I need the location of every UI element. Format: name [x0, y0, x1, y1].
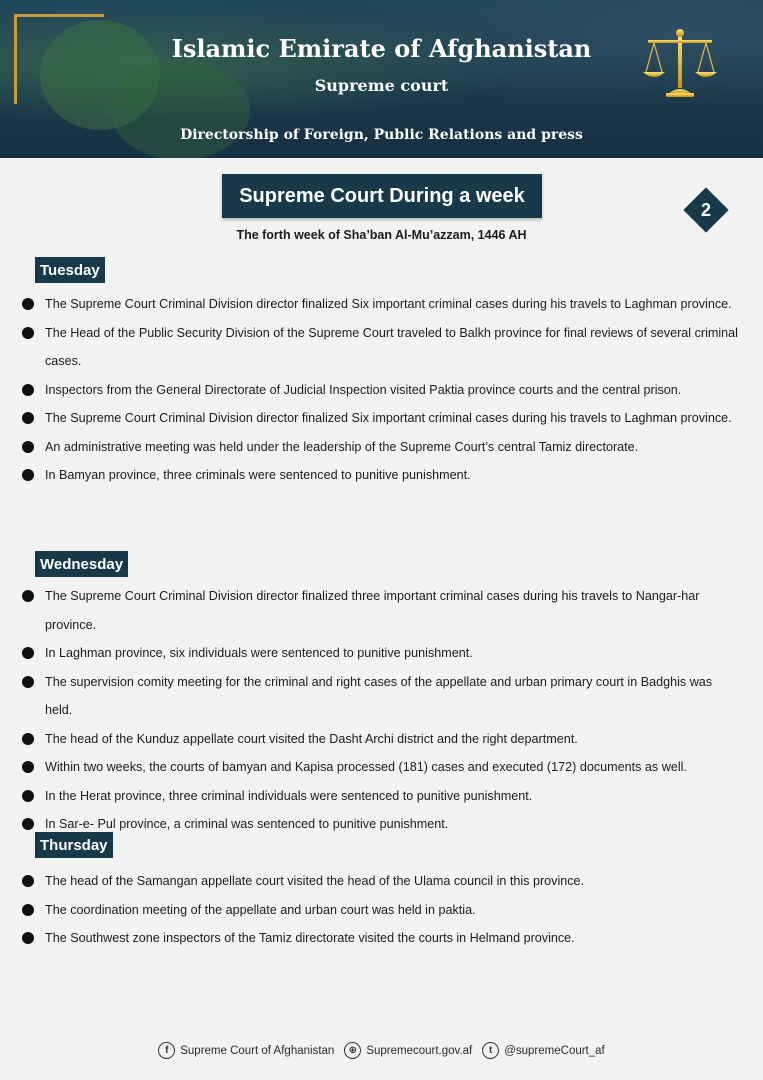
- bullet-icon: [22, 790, 34, 802]
- list-item: An administrative meeting was held under the leadership of the Supreme Court’s central Tamiz directorate.: [22, 433, 740, 462]
- tuesday-list: [22, 290, 740, 490]
- wednesday-list: [22, 582, 740, 839]
- twitter-label: @supremeCourt_af: [504, 1044, 605, 1057]
- globe-icon: ⊕: [344, 1042, 361, 1059]
- page-title-banner: Supreme Court During a week: [222, 174, 542, 218]
- footer-twitter[interactable]: [482, 1042, 605, 1059]
- header-title: Islamic Emirate of Afghanistan: [171, 34, 592, 63]
- list-item: In Laghman province, six individuals were sentenced to punitive punishment.: [22, 639, 740, 668]
- bullet-icon: [22, 327, 34, 339]
- bullet-icon: [22, 469, 34, 481]
- week-subtitle: The forth week of Sha’ban Al-Mu’azzam, 1446 AH: [236, 228, 527, 242]
- list-item: The head of the Kunduz appellate court visited the Dasht Archi district and the right department.: [22, 725, 740, 754]
- facebook-icon: f: [158, 1042, 175, 1059]
- bullet-icon: [22, 761, 34, 773]
- background-tree: [110, 60, 250, 158]
- header-subtitle: Supreme court: [314, 76, 449, 95]
- bullet-icon: [22, 384, 34, 396]
- list-item: The coordination meeting of the appellate and urban court was held in paktia.: [22, 896, 740, 925]
- bullet-icon: [22, 647, 34, 659]
- website-label: Supremecourt.gov.af: [366, 1044, 473, 1057]
- header-department: Directorship of Foreign, Public Relations and press: [180, 127, 583, 143]
- twitter-icon: t: [482, 1042, 499, 1059]
- list-item: The supervision comity meeting for the criminal and right cases of the appellate and urban primary court in Badghis was held.: [22, 668, 740, 725]
- bullet-icon: [22, 818, 34, 830]
- list-item: The Head of the Public Security Division of the Supreme Court traveled to Balkh province for final reviews of several criminal cases.: [22, 319, 740, 376]
- bullet-icon: [22, 932, 34, 944]
- thursday-list: [22, 867, 740, 953]
- footer: [0, 1042, 763, 1059]
- day-label-thursday: Thursday: [35, 832, 113, 858]
- bullet-icon: [22, 441, 34, 453]
- list-item: The Supreme Court Criminal Division director finalized three important criminal cases during his travels to Nangar-har province.: [22, 582, 740, 639]
- facebook-label: Supreme Court of Afghanistan: [180, 1044, 335, 1057]
- bullet-icon: [22, 298, 34, 310]
- scales-of-justice-icon: [640, 28, 720, 100]
- list-item: In the Herat province, three criminal individuals were sentenced to punitive punishment.: [22, 782, 740, 811]
- page-number: 2: [700, 199, 711, 220]
- bullet-icon: [22, 875, 34, 887]
- day-label-wednesday: Wednesday: [35, 551, 128, 577]
- header-banner: [0, 0, 763, 158]
- list-item: Within two weeks, the courts of bamyan and Kapisa processed (181) cases and executed (172) documents as well.: [22, 753, 740, 782]
- day-label-tuesday: Tuesday: [35, 257, 105, 283]
- bullet-icon: [22, 590, 34, 602]
- list-item: The head of the Samangan appellate court visited the head of the Ulama council in this province.: [22, 867, 740, 896]
- list-item: The Supreme Court Criminal Division director finalized Six important criminal cases during his travels to Laghman province.: [22, 404, 740, 433]
- list-item: The Southwest zone inspectors of the Tamiz directorate visited the courts in Helmand province.: [22, 924, 740, 953]
- footer-website[interactable]: [344, 1042, 472, 1059]
- list-item: The Supreme Court Criminal Division director finalized Six important criminal cases during his travels to Laghman province.: [22, 290, 740, 319]
- footer-facebook[interactable]: [158, 1042, 334, 1059]
- bullet-icon: [22, 904, 34, 916]
- bullet-icon: [22, 676, 34, 688]
- list-item: In Bamyan province, three criminals were sentenced to punitive punishment.: [22, 461, 740, 490]
- bullet-icon: [22, 412, 34, 424]
- list-item: In Sar-e- Pul province, a criminal was sentenced to punitive punishment.: [22, 810, 740, 839]
- list-item: Inspectors from the General Directorate of Judicial Inspection visited Paktia province courts and the central prison.: [22, 376, 740, 405]
- bullet-icon: [22, 733, 34, 745]
